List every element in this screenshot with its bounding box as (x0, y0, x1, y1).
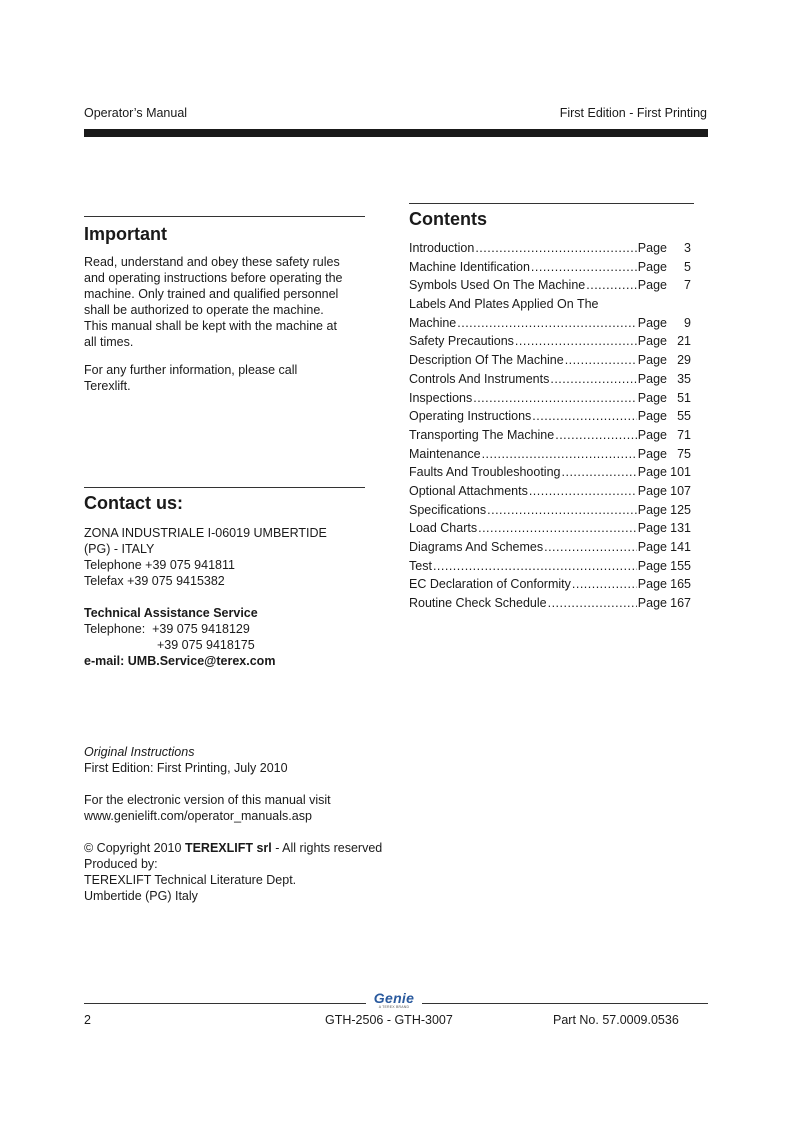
table-of-contents (409, 241, 691, 615)
toc-page-number: 131 (670, 521, 691, 536)
original-instructions: Original Instructions (84, 745, 195, 759)
contact-rule (84, 487, 365, 488)
toc-item[interactable] (409, 540, 691, 559)
toc-item-title: Optional Attachments (409, 483, 528, 498)
toc-item-title: Machine Identification (409, 259, 530, 274)
contact-title: Contact us: (84, 493, 183, 513)
toc-item[interactable] (409, 503, 691, 522)
toc-page-number: 141 (670, 540, 691, 554)
footer-part-number: Part No. 57.0009.0536 (553, 1013, 679, 1027)
toc-item-title: Test (409, 558, 432, 573)
electronic-url: www.genielift.com/operator_manuals.asp (84, 809, 312, 823)
toc-item-title: Machine (409, 315, 457, 330)
further-info-line: Terexlift. (84, 379, 131, 393)
toc-page-number: 7 (684, 278, 691, 293)
important-line: Read, understand and obey these safety rules (84, 255, 340, 269)
toc-item-title: EC Declaration of Conformity (409, 577, 571, 592)
toc-item[interactable] (409, 334, 691, 353)
address-line: ZONA INDUSTRIALE I-06019 UMBERTIDE (84, 526, 327, 540)
important-line: all times. (84, 335, 134, 349)
toc-page-number: 9 (684, 315, 691, 330)
genie-logo-subtitle: A TEREX BRAND (378, 1005, 410, 1009)
toc-leader (457, 316, 637, 330)
toc-page-word: Page (637, 241, 667, 255)
toc-leader (482, 447, 637, 461)
toc-page-word: Page (637, 502, 667, 517)
toc-page-number: 55 (677, 409, 691, 424)
toc-page-word: Page (637, 596, 667, 611)
toc-item-title: Operating Instructions (409, 409, 532, 424)
technical-assistance (84, 605, 374, 669)
genie-logo (368, 991, 420, 1009)
toc-item[interactable] (409, 353, 691, 372)
toc-item-title: Specifications (409, 502, 487, 517)
important-line: machine. Only trained and qualified personnel (84, 287, 339, 301)
telephone-label: Telephone: (84, 622, 146, 636)
service-telephone-1 (84, 621, 374, 637)
header-bar (84, 129, 708, 137)
electronic-version: For the electronic version of this manual visit (84, 793, 331, 807)
toc-page-number: 155 (670, 558, 691, 573)
toc-item-title: Faults And Troubleshooting (409, 465, 561, 480)
toc-item-title: Maintenance (409, 446, 481, 461)
toc-page-word: Page (637, 409, 667, 424)
toc-page-number: 3 (684, 241, 691, 255)
toc-item[interactable] (409, 316, 691, 335)
copyright-suffix: - All rights reserved (271, 841, 383, 855)
toc-page-word: Page (637, 315, 667, 330)
toc-item-title: Symbols Used On The Machine (409, 278, 586, 293)
toc-leader (555, 428, 637, 442)
contents-title: Contents (409, 209, 487, 229)
toc-page-number: 21 (677, 334, 691, 349)
toc-item-title: Transporting The Machine (409, 427, 555, 442)
toc-leader (572, 577, 637, 591)
address-line: Telefax +39 075 9415382 (84, 574, 225, 588)
toc-item[interactable] (409, 372, 691, 391)
toc-leader (473, 391, 637, 405)
important-line: This manual shall be kept with the machine at (84, 319, 337, 333)
toc-page-word: Page (637, 521, 667, 536)
address-line: Telephone +39 075 941811 (84, 558, 235, 572)
toc-item-title: Controls And Instruments (409, 371, 550, 386)
toc-page-number: 167 (670, 596, 691, 611)
toc-leader (531, 260, 637, 274)
toc-item[interactable] (409, 260, 691, 279)
toc-leader (586, 278, 637, 292)
toc-page-word: Page (637, 371, 667, 386)
toc-leader (550, 372, 636, 386)
header-edition: First Edition - First Printing (559, 106, 707, 120)
toc-page-number: 5 (684, 259, 691, 274)
toc-item[interactable] (409, 559, 691, 578)
important-line: shall be authorized to operate the machine. (84, 303, 324, 317)
toc-leader (532, 409, 637, 423)
toc-leader (433, 559, 637, 573)
toc-page-word: Page (637, 427, 667, 442)
toc-page-word: Page (637, 558, 667, 573)
toc-item[interactable] (409, 521, 691, 540)
copyright-prefix: © Copyright 2010 (84, 841, 185, 855)
toc-leader (562, 465, 637, 479)
important-rule (84, 216, 365, 217)
toc-item[interactable] (409, 409, 691, 428)
toc-page-word: Page (637, 278, 667, 293)
important-line: and operating instructions before operating the (84, 271, 343, 285)
footer-models: GTH-2506 - GTH-3007 (325, 1013, 453, 1027)
footer-rule-left (84, 1003, 366, 1004)
toc-page-number: 125 (670, 502, 691, 517)
toc-item-title: Load Charts (409, 521, 478, 536)
toc-item-title: Routine Check Schedule (409, 596, 547, 611)
toc-page-number: 71 (677, 427, 691, 442)
toc-leader (487, 503, 637, 517)
telephone-number: +39 075 9418129 (152, 622, 250, 636)
toc-page-number: 51 (677, 390, 691, 405)
toc-item[interactable] (409, 428, 691, 447)
toc-item[interactable] (409, 596, 691, 615)
copyright (84, 840, 404, 856)
toc-item[interactable] (409, 391, 691, 410)
further-info-line: For any further information, please call (84, 363, 298, 377)
toc-page-word: Page (637, 540, 667, 554)
toc-leader (565, 353, 637, 367)
toc-page-word: Page (637, 483, 667, 498)
header-manual-title: Operator’s Manual (84, 106, 188, 120)
contents-rule (409, 203, 694, 204)
toc-page-number: 107 (670, 483, 691, 498)
toc-page-word: Page (637, 259, 667, 274)
page-number: 2 (84, 1013, 91, 1027)
toc-item-title: Introduction (409, 241, 475, 255)
printing-info: First Edition: First Printing, July 2010 (84, 761, 288, 775)
toc-page-word: Page (637, 334, 667, 349)
important-title: Important (84, 224, 167, 244)
produced-dept: TEREXLIFT Technical Literature Dept. (84, 873, 297, 887)
service-email: e-mail: UMB.Service@terex.com (84, 654, 276, 668)
toc-page-number: 35 (677, 371, 691, 386)
toc-item[interactable] (409, 297, 691, 316)
toc-page-word: Page (637, 353, 667, 368)
service-telephone-2: +39 075 9418175 (157, 638, 255, 652)
copyright-brand: TEREXLIFT srl (184, 841, 272, 855)
important-text (84, 254, 369, 394)
toc-item[interactable] (409, 447, 691, 466)
footer-rule-right (422, 1003, 708, 1004)
toc-leader (515, 334, 637, 348)
toc-leader (475, 241, 636, 255)
toc-leader (544, 540, 637, 554)
toc-page-word: Page (637, 577, 667, 592)
toc-page-word: Page (637, 465, 667, 480)
toc-item[interactable] (409, 278, 691, 297)
toc-item[interactable] (409, 577, 691, 596)
toc-item[interactable] (409, 484, 691, 503)
toc-leader (529, 484, 637, 498)
toc-item-title: Safety Precautions (409, 334, 514, 349)
toc-item-title: Diagrams And Schemes (409, 540, 544, 554)
toc-leader (478, 521, 637, 535)
produced-location: Umbertide (PG) Italy (84, 889, 198, 903)
address-line: (PG) - ITALY (84, 542, 155, 556)
toc-page-number: 165 (670, 577, 691, 592)
toc-leader (548, 596, 637, 610)
toc-page-word: Page (637, 446, 667, 461)
genie-logo-text: Genie (373, 990, 415, 1006)
toc-item-title: Labels And Plates Applied On The (409, 297, 599, 312)
service-title: Technical Assistance Service (84, 606, 258, 620)
toc-item-title: Description Of The Machine (409, 353, 564, 368)
toc-item[interactable] (409, 465, 691, 484)
produced-by: Produced by: (84, 857, 158, 871)
toc-item-title: Inspections (409, 390, 473, 405)
toc-item[interactable] (409, 241, 691, 260)
toc-page-number: 29 (677, 353, 691, 368)
toc-page-word: Page (637, 390, 667, 405)
edition-info (84, 744, 404, 904)
toc-page-number: 75 (677, 446, 691, 461)
toc-page-number: 101 (670, 465, 691, 480)
contact-address (84, 525, 369, 589)
